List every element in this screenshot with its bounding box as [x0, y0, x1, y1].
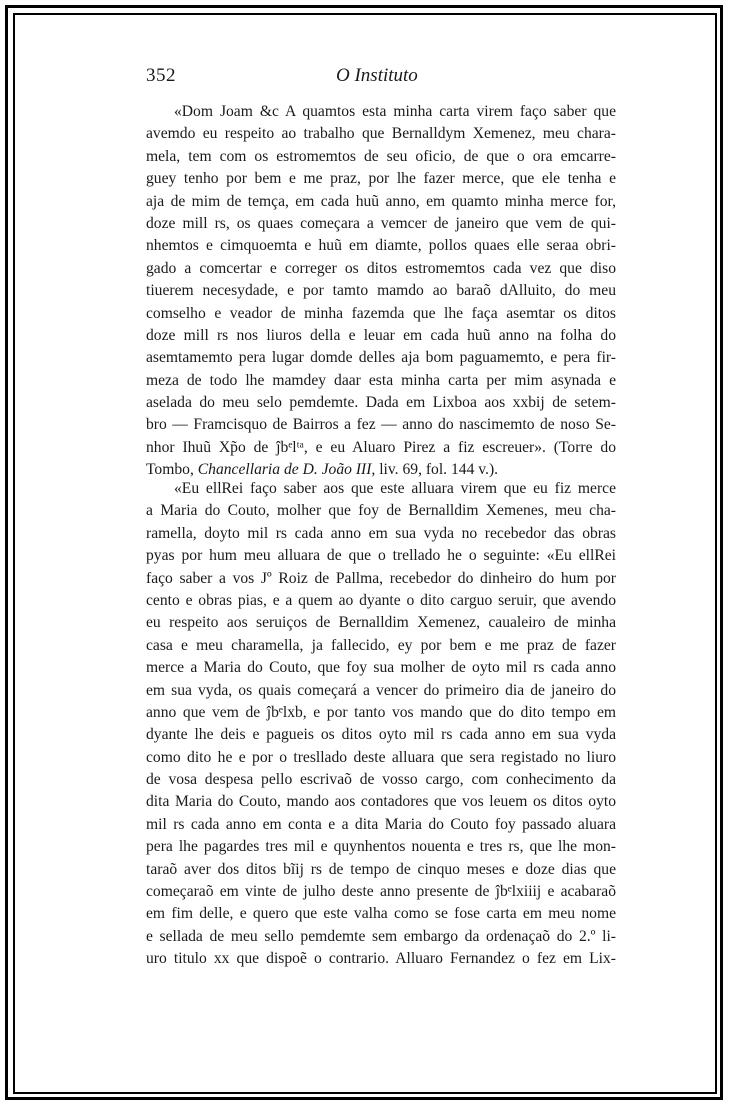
citation-title: Chancellaria de D. João III, [197, 461, 376, 479]
text-line: uro titulo xx que dispoẽ o contrario. Alluaro Fernandez o fez em Lix- [146, 950, 616, 968]
text-line: tiuerem necesydade, e por tamto mamdo ao baraõ dAlluito, do meu [146, 282, 616, 300]
text-line: mil rs cada anno em conta e a dita Maria do Couto foy passado aluara [146, 815, 616, 833]
text-line: cento e obras pias, e a quem ao dyante o dito carguo seruir, que avendo [146, 591, 616, 609]
text-line: pyas por hum meu alluara de que o trellado he o seguinte: «Eu ellRei [146, 547, 616, 565]
text-line: em fim delle, e quero que este valha como se fose carta em meu nome [146, 905, 616, 923]
text-line: dyante lhe deis e pagueis os ditos oyto mil rs cada anno em sua vyda [146, 726, 616, 744]
text-line: meza de todo lhe mamdey daar esta minha carta per mim asynada e [146, 371, 616, 389]
text-line: anno que vem de ĵbᵉlxb, e por tanto vos mando que do dito tempo em [146, 703, 616, 721]
text-line: a Maria do Couto, molher que foy de Bernalldim Xemenes, meu cha- [146, 502, 616, 520]
text-line: taraõ aver dos ditos bĩij rs de tempo de cinquo meses e doze dias que [146, 860, 616, 878]
text-line: dita Maria do Couto, mando aos contadores que vos leuem os ditos oyto [146, 793, 616, 811]
text-line: gado a comcertar e correger os ditos estromemtos cada vez que diso [146, 259, 616, 277]
citation-suffix: liv. 69, fol. 144 v.). [375, 461, 499, 479]
text-line: asemtamemto pera lugar domde delles aja bom paguamemto, e pera fir- [146, 349, 616, 367]
text-line: começaraõ em vinte de julho deste anno presente de ĵbᵉlxiiij e acabaraõ [146, 883, 616, 901]
paragraph-2 [146, 478, 616, 971]
running-title: O Instituto [336, 65, 418, 86]
text-line: «Dom Joam &c A quamtos esta minha carta virem faço saber que [174, 103, 616, 120]
text-line: mela, tem com os estromemtos de seu oficio, de que o ora emcarre- [146, 147, 616, 165]
text-line: guey tenho por bem e me praz, por lhe fazer merce, que ele tenha e [146, 170, 616, 188]
page-header [146, 65, 616, 91]
text-line: de vosa despesa pello escrivaõ de vosso cargo, com conhecimento da [146, 771, 616, 789]
text-line: pera lhe pagardes tres mil e quynhentos nouenta e tres rs, que lhe mon- [146, 838, 616, 856]
text-line: doze mill rs nos liuros della e leuar em cada huũ anno na folha do [146, 326, 616, 344]
text-line: ramella, doyto mil rs cada anno em sua vyda no recebedor das obras [146, 524, 616, 542]
text-line: aja de mim de temça, em cada huũ anno, em quamto minha merce for, [146, 192, 616, 210]
text-line: comselho e veador de minha fazemda que lhe faça asemtar os ditos [146, 304, 616, 322]
text-line: casa e meu charamella, ja fallecido, ey por bem e me praz de fazer [146, 636, 616, 654]
text-line: e sellada de meu sello pemdemte sem embargo da ordenaçaõ do 2.º li- [146, 927, 616, 945]
text-line: eu respeito aos seruiços de Bernalldim Xemenez, caualeiro de minha [146, 614, 616, 632]
text-line: nhor Ihuũ Xp̃o de ĵbᵉlᵗᵃ, e eu Aluaro Pirez a fiz escreuer». (Torre do [146, 438, 616, 456]
text-line: bro — Framcisquo de Bairros a fez — anno do nascimemto de noso Se- [146, 416, 616, 434]
text-line: como dito he e por o tresllado deste alluara que sera registado no liuro [146, 748, 616, 766]
text-line: «Eu ellRei faço saber aos que este alluara virem que eu fiz merce [174, 480, 616, 497]
text-line: aselada do meu selo pemdemte. Dada em Lixboa aos xxbij de setem- [146, 394, 616, 412]
paragraph-1 [146, 101, 616, 482]
citation-prefix: Tombo, [146, 461, 198, 479]
text-line: avemdo eu respeito ao trabalho que Bernalldym Xemenez, meu chara- [146, 125, 616, 143]
text-line: em sua vyda, os quais começará a vencer do primeiro dia de janeiro do [146, 681, 616, 699]
text-line: merce a Maria do Couto, que foy sua molher de oyto mil rs cada anno [146, 659, 616, 677]
text-line: doze mill rs, os quaes começara a vemcer de janeiro que vem de qui- [146, 214, 616, 232]
page-number: 352 [146, 65, 176, 86]
text-line: nhemtos e cimquoemta e huũ em diamte, pollos quaes elle seraa obri- [146, 237, 616, 255]
text-line: faço saber a vos Jº Roiz de Pallma, recebedor do dinheiro do hum por [146, 569, 616, 587]
